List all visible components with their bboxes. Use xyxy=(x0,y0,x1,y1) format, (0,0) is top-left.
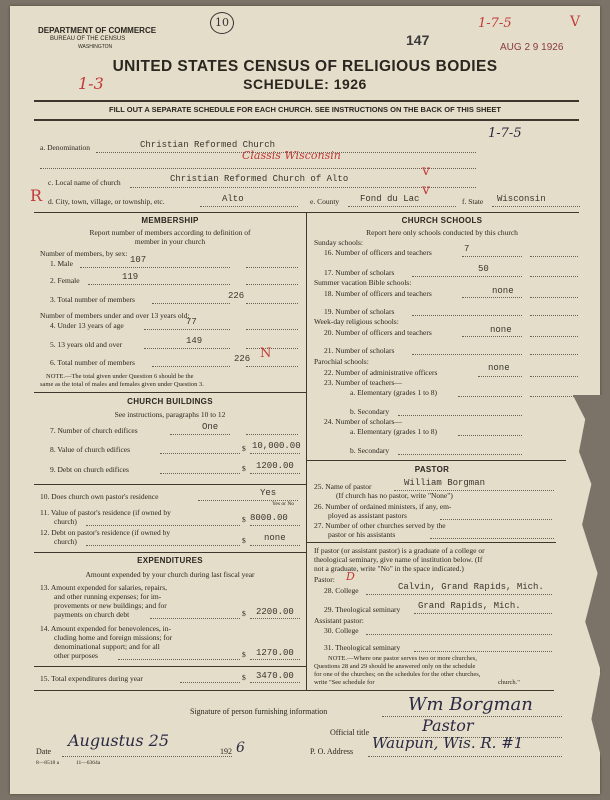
q29-label: 29. Theological seminary xyxy=(324,605,401,614)
pastor-instruction-1: If pastor (or assistant pastor) is a graduate of a college or xyxy=(314,546,485,555)
q11-value: 8000.00 xyxy=(250,513,288,523)
q27-label-b: pastor or his assistants xyxy=(328,530,396,539)
q31-label: 31. Theological seminary xyxy=(324,643,401,652)
q22-value: none xyxy=(488,363,510,373)
yes-or-no-label: Yes or No xyxy=(272,501,295,507)
q15-value: 3470.00 xyxy=(256,671,294,681)
city-town-label: d. City, town, village, or township, etc. xyxy=(48,197,165,206)
q13-label-a: 13. Amount expended for salaries, repairs, xyxy=(40,583,168,592)
schools-heading: CHURCH SCHOOLS xyxy=(401,216,483,225)
dollar-sign: $ xyxy=(242,536,246,545)
q14-label-d: other purposes xyxy=(54,651,98,660)
date-label: Date xyxy=(36,747,52,756)
membership-intro-1: Report number of members according to definition of xyxy=(89,228,251,237)
q20-label: 20. Number of officers and teachers xyxy=(324,328,432,337)
sunday-schools-label: Sunday schools: xyxy=(314,238,363,247)
form-number: 8—8518 a xyxy=(36,760,60,766)
q30-label: 30. College xyxy=(324,626,359,635)
q12-value: none xyxy=(264,533,286,543)
received-date-stamp: AUG 2 9 1926 xyxy=(500,42,564,53)
weekday-schools-label: Week-day religious schools: xyxy=(314,317,399,326)
q19-label: 19. Number of scholars xyxy=(324,307,395,316)
q1-label: 1. Male xyxy=(50,259,73,268)
q12-label-b: church) xyxy=(54,537,77,546)
q16-label: 16. Number of officers and teachers xyxy=(324,248,432,257)
expenditures-intro: Amount expended by your church during last fiscal year xyxy=(85,570,255,579)
form-subtitle: SCHEDULE: 1926 xyxy=(243,76,367,92)
q13-label-c: provements or new buildings; and for xyxy=(54,601,167,610)
q23-label: 23. Number of teachers— xyxy=(324,378,402,387)
pastor-note-1: NOTE.—Where one pastor serves two or more churches, xyxy=(328,655,477,662)
denomination-code: 1-7-5 xyxy=(488,126,522,141)
q13-value: 2200.00 xyxy=(256,607,294,617)
q3-value: 226 xyxy=(228,291,245,301)
circled-number: 10 xyxy=(210,12,234,34)
pastor-label: Pastor: xyxy=(314,575,335,584)
q29-value: Grand Rapids, Mich. xyxy=(418,601,521,611)
signature-label: Signature of person furnishing information xyxy=(190,707,328,716)
q26-label-a: 26. Number of ordained ministers, if any, em- xyxy=(314,502,452,511)
q7-label: 7. Number of church edifices xyxy=(50,426,138,435)
date-year-hand: 6 xyxy=(236,740,245,756)
q16-value: 7 xyxy=(464,244,470,254)
check-mark: V xyxy=(570,14,581,30)
county-value: Fond du Lac xyxy=(360,194,420,204)
dollar-sign: $ xyxy=(242,609,246,618)
city-town-value: Alto xyxy=(222,194,244,204)
membership-intro-2: member in your church xyxy=(134,237,206,246)
pastor-note-5: church." xyxy=(498,679,520,686)
stamp-number: 147 xyxy=(406,32,430,48)
q2-label: 2. Female xyxy=(50,276,80,285)
signature-value: Wm Borgman xyxy=(408,694,533,715)
census-schedule-sheet: DEPARTMENT OF COMMERCE BUREAU OF THE CENSUS WASHINGTON 10 147 1-7-5 V AUG 2 9 1926 UNITED STATES CENSUS OF RELIGIOUS BODIES SCHEDULE: 1926 1-3 FILL OUT A SEPARATE SCHEDULE FOR EACH CHURCH. SEE INSTRUCTIONS ON THE BACK OF THIS SHEET a. Denomination Christian Reformed Church 1-7-5 Classis Wisconsin R c. Local name of church Christian Reformed Church of Alto v d. City, town, village, or township, etc. Alto e. County Fond du Lac v f. State Wisconsin MEMBERSHIP Report number of members according to definition of member in your church Number of members, by sex: 1. Male 107 2. Female 119 3. Total number of members 226 Number of members under and over 13 years old: 4. Under 13 years of age 77 5. 13 years old and over 149 6. Total number of members 226 N NOTE.—The total given under Question 6 should be the same as the total of males and females given under Question 3. CHURCH BUILDINGS See instructions, paragraphs 10 to 12 7. Number of church edifices One 8. Value of church edifices $ 10,000.00 9. Debt on church edifices $ 1200.00 10. Does church own pastor's residence Yes Yes or No 11. Value of pastor's residence (if owned by church) $ 8000.00 12. Debt on pastor's residence (if owned by church) $ none EXPENDITURES Amount expended by your church during last fiscal year 13. Amount expended for salaries, repairs, and other running expenses; for im- provements or new buildings; and for payments on church debt $ 2200.00 14. Amount expended for benevolences, in- cluding home and foreign missions; for denominational support; and for all other purposes $ 1270.00 15. Total expenditures during year $ 3470.00 CHURCH SCHOOLS Report here only schools conducted by this church Sunday schools: 16. Number of officers and teachers 7 17. Number of scholars 50 Summer vacation Bible schools: 18. Number of officers and teachers none 19. Number of scholars Week-day religious schools: 20. Number of officers and teachers none 21. Number of scholars Parochial schools: 22. Number of administrative officers none 23. Number of teachers— a. Elementary (grades 1 to 8) b. Secondary 24. Number of scholars— a. Elementary (grades 1 to 8) b. Secondary PASTOR 25. Name of pastor William Borgman (If church has no pastor, write "None") 26. Number of ordained ministers, if any, em- ployed as assistant pastors 27. Number of other churches served by the pastor or his assistants If pastor (or assistant pastor) is a graduate of a college or theological seminary, give name of institution below. (If not a graduate, write "No" in the space indicated.) Pastor: D 28. College Calvin, Grand Rapids, Mich. 29. Theological seminary Grand Rapids, Mich. Assistant pastor: 30. College 31. Theological seminary NOTE.—Where one pastor serves two or more churches, Questions 28 and 29 should be answered only on the schedule for one of the churches; on the schedules for the other churches, write "See schedule for church." Signature of person furnishing information Wm Borgman Official title Pastor Date Augustus 25 192 6 P. O. Address Waupun, Wis. R. #1 8—8518 a 11—6364a xyxy=(10,6,600,794)
pastor-instruction-2: theological seminary, give name of institution below. (If xyxy=(314,555,483,564)
pastor-heading: PASTOR xyxy=(414,465,450,474)
q23b-label: b. Secondary xyxy=(350,407,390,416)
q24b-label: b. Secondary xyxy=(350,446,390,455)
local-name-label: c. Local name of church xyxy=(48,178,121,187)
state-label: f. State xyxy=(462,197,484,206)
pastor-note-3: for one of the churches; on the schedules for the other churches, xyxy=(314,671,481,678)
q6-value: 226 xyxy=(234,354,251,364)
po-address-label: P. O. Address xyxy=(310,747,354,756)
q14-label-b: cluding home and foreign missions; for xyxy=(54,633,173,642)
members-by-sex-label: Number of members, by sex: xyxy=(40,249,128,258)
q3-label: 3. Total number of members xyxy=(50,295,135,304)
denomination-label: a. Denomination xyxy=(40,143,90,152)
q28-value: Calvin, Grand Rapids, Mich. xyxy=(398,582,544,592)
county-label: e. County xyxy=(310,197,340,206)
dollar-sign: $ xyxy=(242,444,246,453)
q9-label: 9. Debt on church edifices xyxy=(50,465,129,474)
q14-value: 1270.00 xyxy=(256,648,294,658)
form-number-2: 11—6364a xyxy=(76,760,101,766)
q12-label-a: 12. Debt on pastor's residence (if owned by xyxy=(40,528,171,537)
q24-label: 24. Number of scholars— xyxy=(324,417,402,426)
q10-value: Yes xyxy=(260,488,277,498)
dollar-sign: $ xyxy=(242,650,246,659)
age-label: Number of members under and over 13 years old: xyxy=(40,311,190,320)
r-mark: R xyxy=(30,186,43,205)
buildings-intro: See instructions, paragraphs 10 to 12 xyxy=(114,410,226,419)
pastor-mark: D xyxy=(346,570,355,583)
official-title-label: Official title xyxy=(330,728,370,737)
q11-label-b: church) xyxy=(54,517,77,526)
bureau-label: BUREAU OF THE CENSUS xyxy=(50,36,126,42)
q13-label-b: and other running expenses; for im- xyxy=(54,592,162,601)
membership-heading: MEMBERSHIP xyxy=(141,216,199,225)
membership-note-1: NOTE.—The total given under Question 6 should be the xyxy=(46,373,194,380)
q5-label: 5. 13 years old and over xyxy=(50,340,123,349)
q26-label-b: ployed as assistant pastors xyxy=(328,511,407,520)
dollar-sign: $ xyxy=(242,464,246,473)
q18-label: 18. Number of officers and teachers xyxy=(324,289,432,298)
po-address-value: Waupun, Wis. R. #1 xyxy=(372,734,524,752)
q23a-label: a. Elementary (grades 1 to 8) xyxy=(350,388,438,397)
q27-label-a: 27. Number of other churches served by the xyxy=(314,521,446,530)
form-title: UNITED STATES CENSUS OF RELIGIOUS BODIES xyxy=(112,58,498,75)
q17-label: 17. Number of scholars xyxy=(324,268,395,277)
q28-label: 28. College xyxy=(324,586,359,595)
q7-value: One xyxy=(202,422,219,432)
official-title-value: Pastor xyxy=(422,716,474,735)
q22-label: 22. Number of administrative officers xyxy=(324,368,438,377)
denomination-value: Christian Reformed Church xyxy=(140,140,276,150)
q20-value: none xyxy=(490,325,512,335)
department-label: DEPARTMENT OF COMMERCE xyxy=(38,26,157,35)
buildings-heading: CHURCH BUILDINGS xyxy=(127,397,213,406)
q4-label: 4. Under 13 years of age xyxy=(50,321,124,330)
local-name-value: Christian Reformed Church of Alto xyxy=(170,174,349,184)
q25-label: 25. Name of pastor xyxy=(314,482,372,491)
q18-value: none xyxy=(492,286,514,296)
top-code: 1-7-5 xyxy=(478,16,512,31)
q21-label: 21. Number of scholars xyxy=(324,346,395,355)
q8-label: 8. Value of church edifices xyxy=(50,445,131,454)
date-year: 192 xyxy=(220,747,232,756)
q24a-label: a. Elementary (grades 1 to 8) xyxy=(350,427,438,436)
q4-value: 77 xyxy=(186,317,197,327)
q14-label-a: 14. Amount expended for benevolences, in- xyxy=(40,624,172,633)
q9-value: 1200.00 xyxy=(256,461,294,471)
pastor-instruction-3: not a graduate, write "No" in the space indicated.) xyxy=(314,564,464,573)
red-code: 1-3 xyxy=(78,74,104,93)
pastor-note-2: Questions 28 and 29 should be answered only on the schedule xyxy=(314,663,476,670)
membership-note-2: same as the total of males and females given under Question 3. xyxy=(40,381,204,388)
q25-value: William Borgman xyxy=(404,478,486,488)
q17-value: 50 xyxy=(478,264,489,274)
expenditures-heading: EXPENDITURES xyxy=(137,556,203,565)
q10-label: 10. Does church own pastor's residence xyxy=(40,492,159,501)
assistant-pastor-label: Assistant pastor: xyxy=(314,616,364,625)
q2-value: 119 xyxy=(122,272,139,282)
q11-label-a: 11. Value of pastor's residence (if owned by xyxy=(40,508,171,517)
pastor-note-4: write "See schedule for xyxy=(314,679,375,686)
q6-label: 6. Total number of members xyxy=(50,358,135,367)
state-value: Wisconsin xyxy=(497,194,546,204)
city-label: WASHINGTON xyxy=(78,44,113,50)
classis-note: Classis Wisconsin xyxy=(242,149,341,162)
q13-label-d: payments on church debt xyxy=(54,610,130,619)
q1-value: 107 xyxy=(130,255,147,265)
schools-intro: Report here only schools conducted by this church xyxy=(366,228,518,237)
q25-note: (If church has no pastor, write "None") xyxy=(336,491,453,500)
instruction-line: FILL OUT A SEPARATE SCHEDULE FOR EACH CHURCH. SEE INSTRUCTIONS ON THE BACK OF THIS SHEET xyxy=(109,105,501,114)
dollar-sign: $ xyxy=(242,515,246,524)
q15-label: 15. Total expenditures during year xyxy=(40,674,143,683)
q14-label-c: denominational support; and for all xyxy=(54,642,160,651)
date-value: Augustus 25 xyxy=(68,731,170,750)
q8-value: 10,000.00 xyxy=(252,441,301,451)
parochial-schools-label: Parochial schools: xyxy=(314,357,369,366)
vacation-schools-label: Summer vacation Bible schools: xyxy=(314,278,412,287)
dollar-sign: $ xyxy=(242,673,246,682)
q5-value: 149 xyxy=(186,336,203,346)
